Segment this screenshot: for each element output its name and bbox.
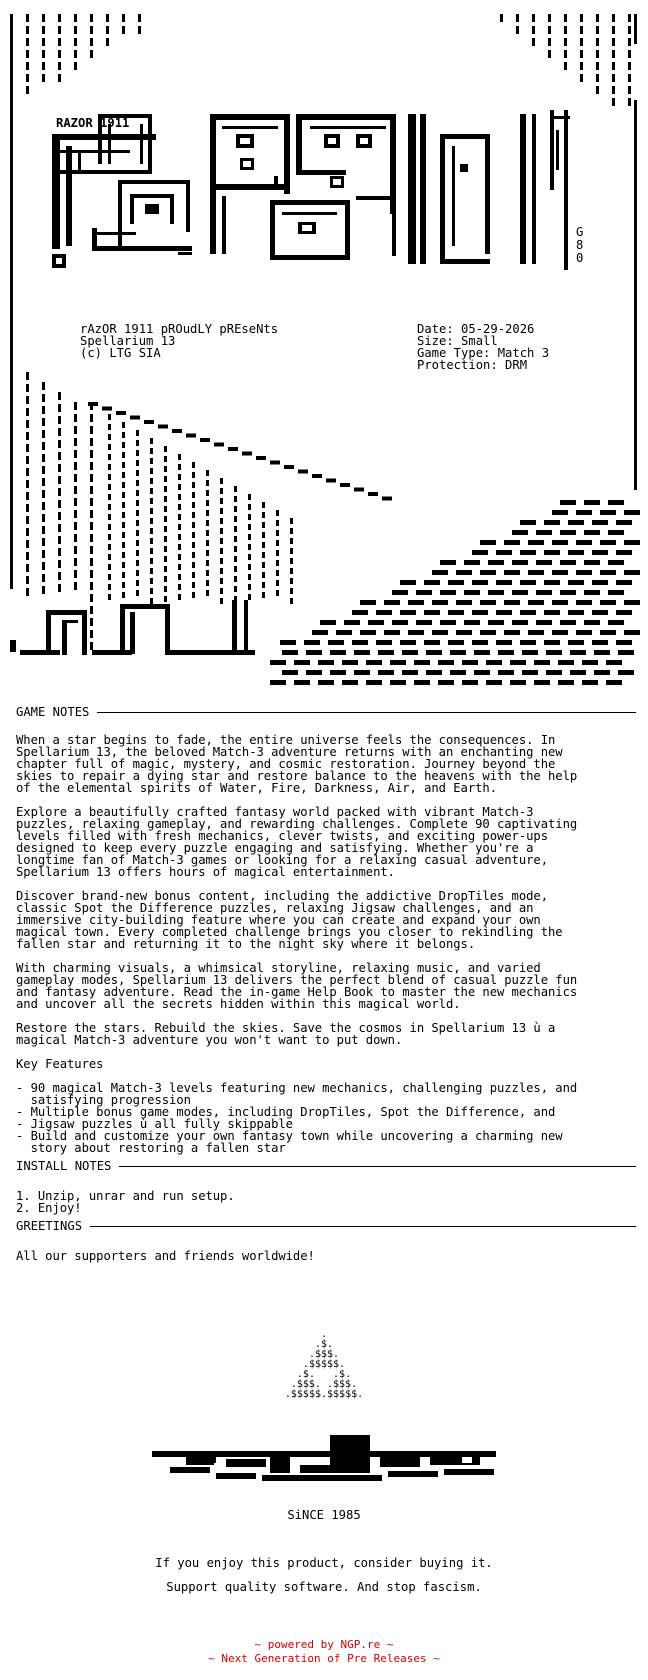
support-line-2: Support quality software. And stop fascism. — [166, 1580, 482, 1594]
group-tag: G80 — [576, 225, 584, 265]
support-line-1: If you enjoy this product, consider buying it. — [155, 1556, 493, 1570]
razor-footer-logo — [0, 1425, 648, 1505]
powered-by-link[interactable]: ~ powered by NGP.re ~ — [254, 1638, 394, 1651]
game-notes-paragraph-2: Explore a beautifully crafted fantasy world packed with vibrant Match-3 puzzles, relaxing gameplay, and rewarding challenges. Complete 90 captivating levels filled with fresh mechanics, clever twists, and exciting power-ups designed to keep every puzzle engaging and satisfying. Whether you're a longtime fan of Match-3 games or looking for a relaxing casual adventure, Spellarium 13 offers hours of magical entertainment. — [16, 805, 578, 879]
bottom-left-pipes — [20, 600, 255, 655]
group-label: RAZOR 1911 — [56, 116, 130, 130]
game-type: Game Type: Match 3 — [417, 346, 550, 360]
section-heading-game-notes — [16, 705, 636, 719]
triangle-line: .$$$. .$$$. — [290, 1379, 358, 1390]
triangle-line: .$. .$. — [296, 1369, 352, 1380]
section-heading-install-notes — [16, 1159, 636, 1173]
heading-rule — [119, 1166, 636, 1167]
since-label: SiNCE 1985 — [287, 1508, 361, 1522]
game-notes-paragraph-5: Restore the stars. Rebuild the skies. Save the cosmos in Spellarium 13 ù a magical Match-3 adventure you won't want to put down. — [16, 1021, 556, 1047]
publisher-line: (c) LTG SIA — [80, 346, 161, 360]
triangle-line: . — [320, 1329, 328, 1340]
presents-line: rAzOR 1911 pROudLY pREseNts — [80, 322, 279, 336]
logo-letter-o — [408, 114, 490, 264]
install-step: 1. Unzip, unrar and run setup. — [16, 1189, 235, 1203]
feature-item: - Multiple bonus game modes, including DropTiles, Spot the Difference, and — [16, 1105, 556, 1119]
dollar-triangle-art — [0, 1330, 648, 1400]
game-notes-paragraph-3: Discover brand-new bonus content, including the addictive DropTiles mode, classic Spot the Difference puzzles, relaxing Jigsaw challenges, and an immersive city-building feature where you can create and expand your own magical town. Every completed challenge brings you closer to rekindling the fallen star and returning it to the night sky where it belongs. — [16, 889, 563, 951]
release-date: Date: 05-29-2026 — [417, 322, 535, 336]
release-size: Size: Small — [417, 334, 498, 348]
triangle-line: .$$$. — [308, 1349, 340, 1360]
section-heading-greetings — [16, 1219, 636, 1233]
logo-letter-r — [52, 114, 192, 268]
logo-letter-a — [210, 114, 290, 254]
game-notes-paragraph-4: With charming visuals, a whimsical storyline, relaxing music, and varied gameplay modes, Spellarium 13 delivers the perfect blend of casual puzzle fun and fantasy adventure. Read the in-game Help Book to master the new mechanics and uncover all the secrets hidden within this magical world. — [16, 961, 578, 1011]
heading-rule — [90, 1226, 636, 1227]
greetings-title: GREETINGS — [16, 1219, 83, 1233]
heading-rule — [97, 712, 636, 713]
triangle-line: .$$$$$. — [302, 1359, 346, 1370]
feature-item: - Build and customize your own fantasy town while uncovering a charming new story about restoring a fallen star — [16, 1129, 563, 1155]
feature-item: - 90 magical Match-3 levels featuring new mechanics, challenging puzzles, and satisfying progression — [16, 1081, 578, 1107]
key-features-title: Key Features — [16, 1057, 104, 1071]
feature-item: - Jigsaw puzzles ù all fully skippable — [16, 1117, 293, 1131]
install-notes-title: INSTALL NOTES — [16, 1159, 112, 1173]
game-notes-title: GAME NOTES — [16, 705, 90, 719]
install-step: 2. Enjoy! — [16, 1201, 82, 1215]
triangle-line: .$$$$$.$$$$$. — [284, 1389, 364, 1400]
greetings-text: All our supporters and friends worldwide! — [16, 1249, 315, 1263]
protection: Protection: DRM — [417, 358, 528, 372]
triangle-line: .$. — [314, 1339, 334, 1350]
game-notes-paragraph-1: When a star begins to fade, the entire universe feels the consequences. In Spellarium 13, the beloved Match-3 adventure returns with an enchanting new chapter full of magic, mystery, and cosmic restoration. Journey beyond the skies to repair a dying star and restore balance to the heavens with the help of the elemental spirits of Water, Fire, Darkness, Air, and Earth. — [16, 733, 578, 795]
ngp-tagline: ~ Next Generation of Pre Releases ~ — [208, 1652, 440, 1665]
release-title: Spellarium 13 — [80, 334, 176, 348]
logo-digits — [520, 110, 570, 270]
